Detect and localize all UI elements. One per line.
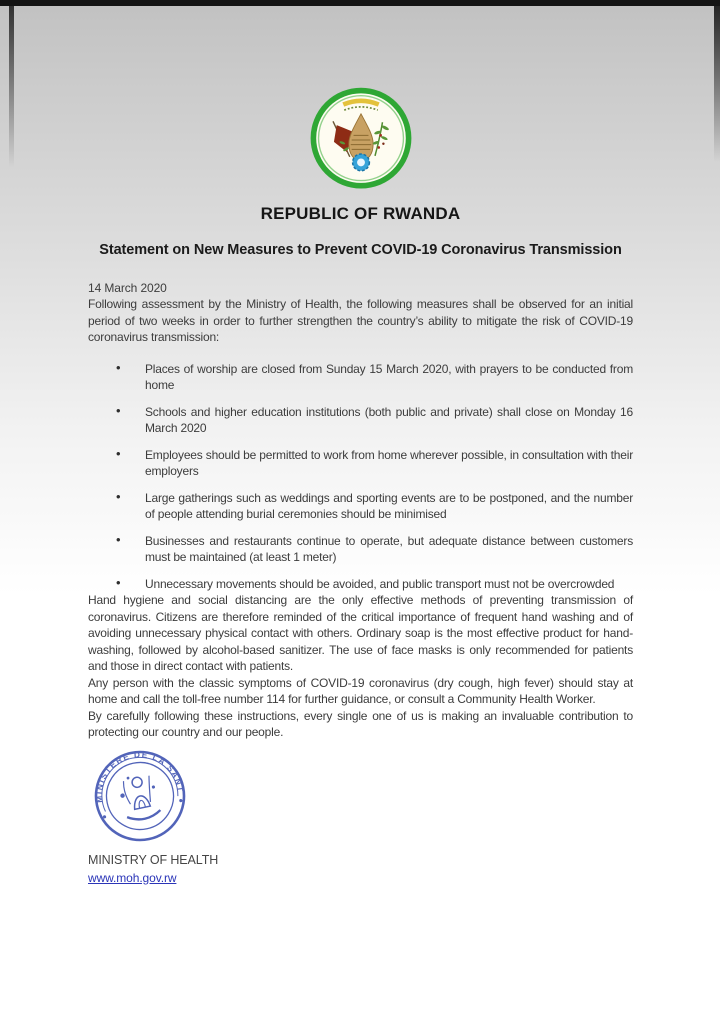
ministry-stamp — [84, 745, 196, 847]
intro-paragraph: Following assessment by the Ministry of Health, the following measures shall be observed for an initial period of two weeks in order to further strengthen the country’s ability to mitigate the risk of COVID-19 coronavirus transmission: — [88, 297, 633, 344]
closing-paragraph: By carefully following these instructions, every single one of us is making an invaluable contribution to protecting our country and our people. — [88, 708, 633, 739]
document-date: 14 March 2020 — [88, 281, 167, 295]
measure-item-schools: • Schools and higher education institutions (both public and private) shall close on Monday 16 March 2020 — [115, 404, 633, 437]
measure-item-movements: • Unnecessary movements should be avoided, and public transport must not be overcrowded — [115, 576, 633, 593]
measure-item-businesses: • Businesses and restaurants continue to operate, but adequate distance between customers must be maintained (at least 1 meter) — [115, 533, 633, 566]
ministry-stamp-icon — [84, 745, 196, 847]
rwanda-seal-emblem — [302, 84, 420, 196]
country-title: REPUBLIC OF RWANDA — [260, 204, 461, 223]
stamp-arc-text: MINISTERE DE LA SANTE — [94, 749, 185, 803]
document-title: Statement on New Measures to Prevent COVID-19 Coronavirus Transmission — [99, 242, 622, 258]
measures-list — [115, 361, 633, 593]
rwanda-seal-icon — [302, 84, 420, 196]
symptoms-paragraph: Any person with the classic symptoms of COVID-19 coronavirus (dry cough, high fever) should stay at home and call the toll-free number 114 for further guidance, or consult a Community Health Worker. — [88, 675, 633, 706]
ministry-website-link[interactable]: www.moh.gov.rw — [88, 870, 177, 885]
measure-item-gatherings: • Large gatherings such as weddings and sporting events are to be postponed, and the number of people attending burial ceremonies should be minimised — [115, 490, 633, 523]
measure-item-worship: • Places of worship are closed from Sunday 15 March 2020, with prayers to be conducted from home — [115, 361, 633, 394]
hygiene-paragraph: Hand hygiene and social distancing are the only effective methods of preventing transmission of coronavirus. Citizens are therefore reminded of the critical importance of frequent hand washing and of avoiding unnecessary physical contact with others. Ordinary soap is the most effective product for hand-washing, followed by alcohol-based sanitizer. The use of face masks is only recommended for patients and those in direct contact with patients. — [88, 593, 633, 673]
ministry-name: MINISTRY OF HEALTH — [88, 852, 219, 867]
measure-item-employees: • Employees should be permitted to work from home wherever possible, in consultation with their employers — [115, 447, 633, 480]
